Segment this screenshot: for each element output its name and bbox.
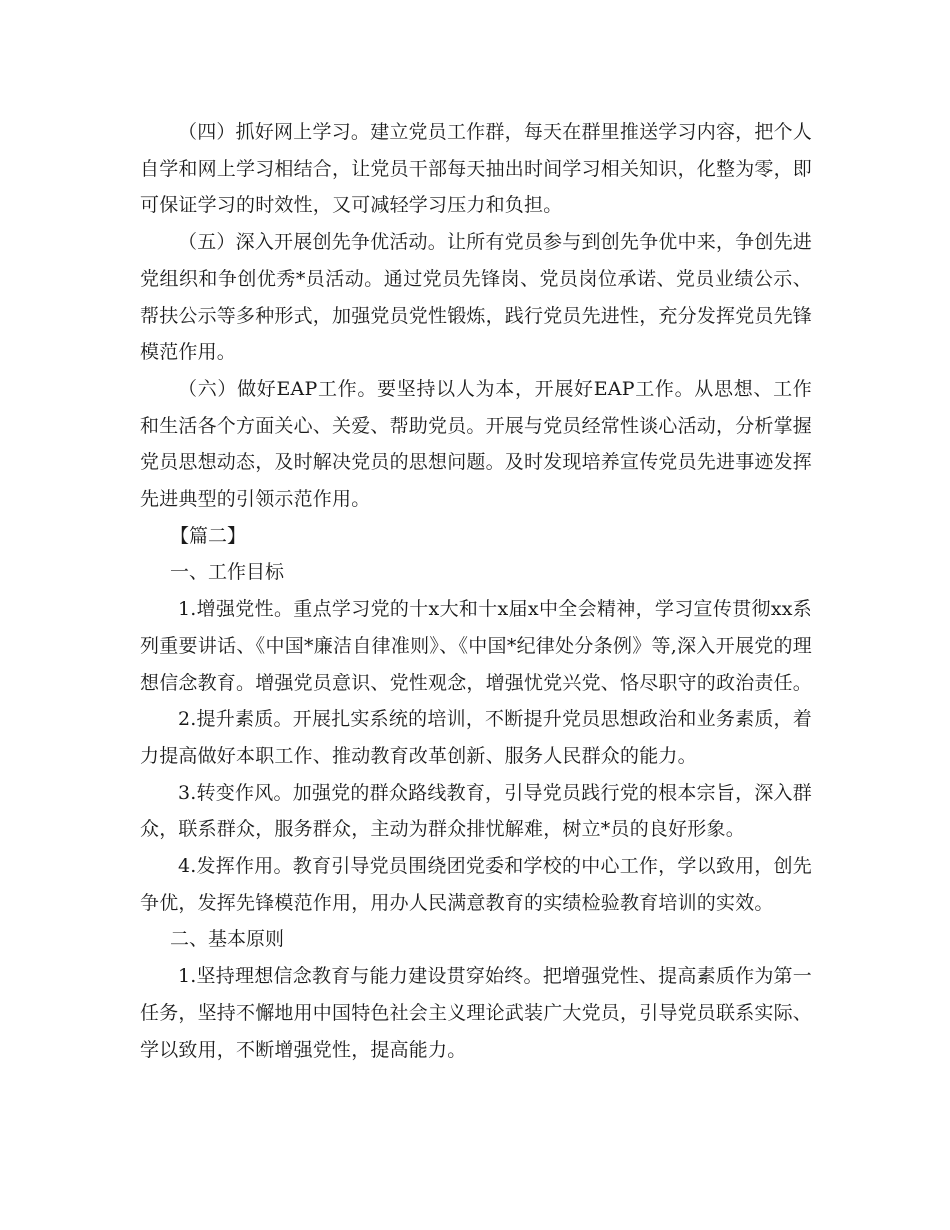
paragraph-excellence-activity: （五）深入开展创先争优活动。让所有党员参与到创先争优中来，争创先进党组织和争创优秀*员活动。通过党员先锋岗、党员岗位承诺、党员业绩公示、帮扶公示等多种形式，加强党员党性锻炼，践行党员先进性，充分发挥党员先锋模范作用。 [140, 231, 813, 364]
paragraph-goal-quality: 2.提升素质。开展扎实系统的培训，不断提升党员思想政治和业务素质，着力提高做好本职工作、推动教育改革创新、服务人民群众的能力。 [140, 708, 812, 767]
document-body [140, 114, 812, 1068]
paragraph-goal-party-spirit: 1.增强党性。重点学习党的十x大和十x届x中全会精神，学习宣传贯彻xx系列重要讲话、《中国*廉洁自律准则》、《中国*纪律处分条例》等,深入开展党的理想信念教育。增强党员意识、党性观念，增强忧党兴党、恪尽职守的政治责任。 [140, 598, 813, 694]
section-title-part-two: 【篇二】 [170, 524, 247, 547]
paragraph-principle-one: 1.坚持理想信念教育与能力建设贯穿始终。把增强党性、提高素质作为第一任务，坚持不懈地用中国特色社会主义理论武装广大党员，引导党员联系实际、学以致用，不断增强党性，提高能力。 [140, 965, 813, 1061]
heading-work-goals: 一、工作目标 [170, 561, 285, 584]
paragraph-eap-work: （六）做好EAP工作。要坚持以人为本，开展好EAP工作。从思想、工作和生活各个方面关心、关爱、帮助党员。开展与党员经常性谈心活动，分析掌握党员思想动态，及时解决党员的思想问题。及时发现培养宣传党员先进事迹发挥先进典型的引领示范作用。 [140, 377, 813, 511]
paragraph-online-study: （四）抓好网上学习。建立党员工作群，每天在群里推送学习内容，把个人自学和网上学习相结合，让党员干部每天抽出时间学习相关知识，化整为零，即可保证学习的时效性，又可减轻学习压力和负担。 [140, 121, 813, 217]
paragraph-goal-style: 3.转变作风。加强党的群众路线教育，引导党员践行党的根本宗旨，深入群众，联系群众，服务群众，主动为群众排忧解难，树立*员的良好形象。 [140, 781, 812, 841]
heading-basic-principles: 二、基本原则 [170, 928, 285, 951]
paragraph-goal-role: 4.发挥作用。教育引导党员围绕团党委和学校的中心工作，学以致用，创先争优，发挥先锋模范作用，用办人民满意教育的实绩检验教育培训的实效。 [140, 855, 812, 914]
